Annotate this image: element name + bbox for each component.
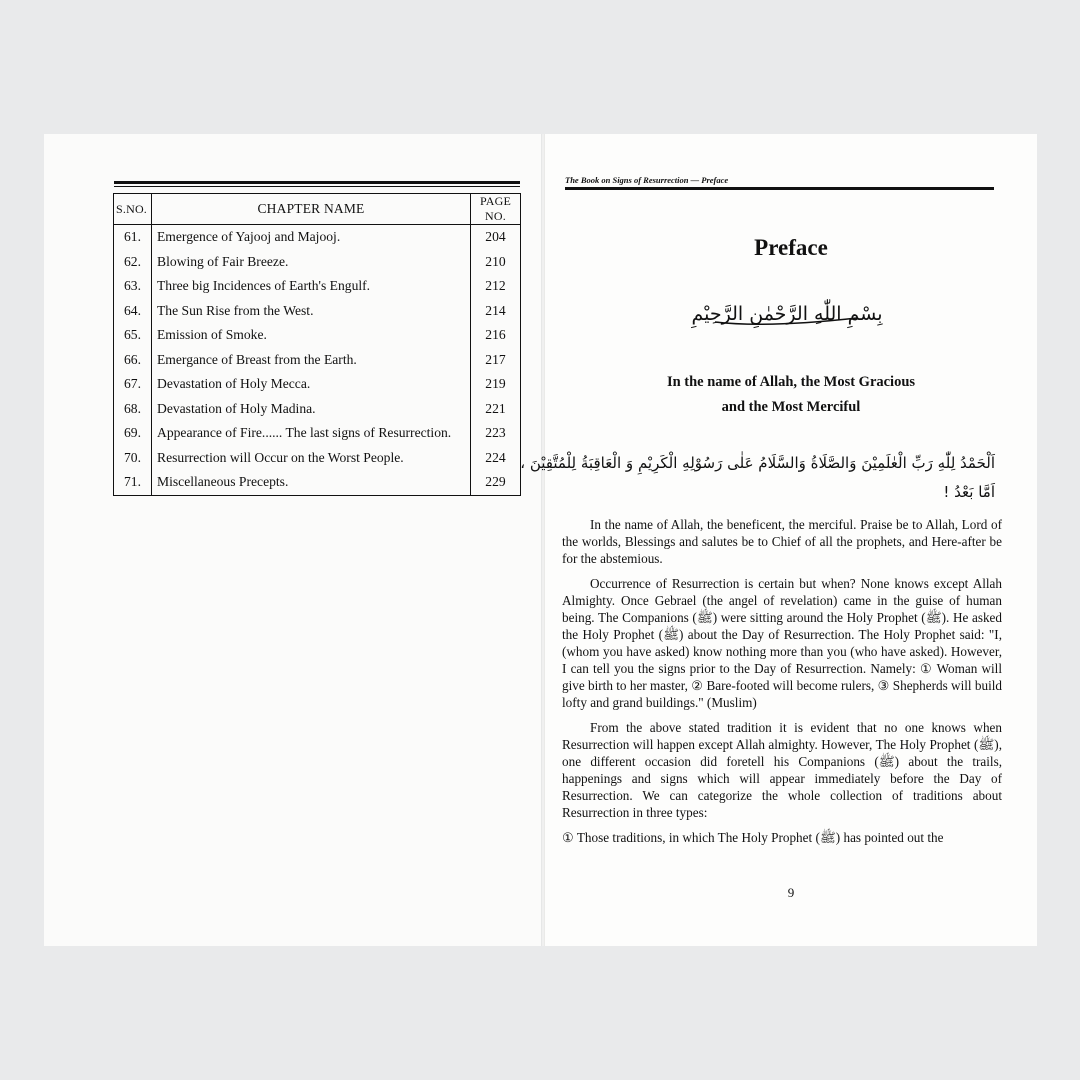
- toc-row: [114, 446, 521, 471]
- bismillah-calligraphy-text: بِسْمِ اللّٰهِ الرَّحْمٰنِ الرَّحِيْمِ: [691, 303, 883, 325]
- bismillah-heading-line1: In the name of Allah, the Most Gracious: [666, 374, 916, 390]
- page-title: Preface: [754, 235, 828, 260]
- toc-row-title: Devastation of Holy Mecca.: [152, 372, 471, 397]
- toc-row-page: 229: [471, 470, 521, 495]
- toc-top-rule-thin: [114, 186, 520, 187]
- bismillah-heading-line2: and the Most Merciful: [721, 399, 861, 415]
- toc-row-title: Devastation of Holy Madina.: [152, 397, 471, 422]
- preface-paragraph: Occurrence of Resurrection is certain but when? None knows except Allah Almighty. Once Gebrael (the angel of revelation) came in the guise of human being. The Companions (ﷺ) were sitting around the Holy Prophet (ﷺ). He asked the Holy Prophet (ﷺ) about the Day of Resurrection. The Holy Prophet said: "I, (whom you have asked) know nothing more than you (who have asked). However, I can tell you the signs prior to the Day of Resurrection. Namely: ① Woman will give birth to her master, ② Bare-footed will become rulers, ③ Shepherds will build lofty and grand buildings." (Muslim): [562, 576, 1002, 710]
- toc-row: [114, 225, 521, 250]
- toc-row: [114, 323, 521, 348]
- right-page: [520, 134, 1037, 946]
- toc-row: [114, 274, 521, 299]
- toc-row: [114, 372, 521, 397]
- toc-header-row: [114, 194, 521, 225]
- toc-row-page: 219: [471, 372, 521, 397]
- toc-row-title: Miscellaneous Precepts.: [152, 470, 471, 495]
- toc-row-page: 210: [471, 250, 521, 275]
- toc-row-page: 221: [471, 397, 521, 422]
- toc-row-title: Appearance of Fire...... The last signs of Resurrection.: [152, 421, 471, 446]
- running-head: The Book on Signs of Resurrection — Preface: [565, 175, 729, 185]
- toc-row-number: 62.: [114, 250, 152, 275]
- toc-header-sno: S.NO.: [114, 194, 152, 225]
- toc-row-number: 70.: [114, 446, 152, 471]
- toc-header-page: PAGE NO.: [471, 194, 521, 225]
- toc-row: [114, 250, 521, 275]
- preface-body: [562, 516, 1002, 854]
- toc-row-number: 63.: [114, 274, 152, 299]
- toc-header-chapter: CHAPTER NAME: [152, 194, 471, 225]
- toc-row-number: 69.: [114, 421, 152, 446]
- preface-paragraph: From the above stated tradition it is evident that no one knows when Resurrection will happen except Allah almighty. However, The Holy Prophet (ﷺ), one different occasion did foretell his Companions (ﷺ) about the trails, happenings and signs which will appear immediately before the Day of Resurrection. We can categorize the whole collection of traditions about Resurrection in three types:: [562, 720, 1003, 820]
- toc-row-number: 68.: [114, 397, 152, 422]
- toc-row-page: 212: [471, 274, 521, 299]
- toc-row-number: 71.: [114, 470, 152, 495]
- toc-row-page: 217: [471, 348, 521, 373]
- bismillah-calligraphy: [691, 292, 883, 334]
- toc-row-page: 216: [471, 323, 521, 348]
- toc-row: [114, 421, 521, 446]
- toc-row-title: Emission of Smoke.: [152, 323, 471, 348]
- arabic-amma-baad: اَمَّا بَعْدُ !: [943, 483, 995, 501]
- toc-row-number: 65.: [114, 323, 152, 348]
- toc-row-page: 224: [471, 446, 521, 471]
- toc-top-rule: [114, 181, 520, 184]
- preface-paragraph: In the name of Allah, the beneficent, the merciful. Praise be to Allah, Lord of the worlds, Blessings and salutes be to Chief of all the prophets, and Here-after be for the abstemious.: [562, 517, 1002, 566]
- toc-row: [114, 348, 521, 373]
- toc-row-title: The Sun Rise from the West.: [152, 299, 471, 324]
- toc-row: [114, 299, 521, 324]
- preface-list-item: ① Those traditions, in which The Holy Prophet (ﷺ) has pointed out the: [562, 830, 944, 845]
- toc-row-title: Resurrection will Occur on the Worst People.: [152, 446, 471, 471]
- toc-row-number: 66.: [114, 348, 152, 373]
- page-number: 9: [787, 885, 795, 900]
- toc-row-number: 67.: [114, 372, 152, 397]
- toc-row-number: 61.: [114, 225, 152, 250]
- running-head-rule: [565, 187, 994, 190]
- toc-table: [113, 193, 521, 496]
- toc-row-page: 214: [471, 299, 521, 324]
- bismillah-heading: [545, 370, 1037, 420]
- book-spread: [44, 134, 1037, 946]
- toc-row-title: Emergance of Breast from the Earth.: [152, 348, 471, 373]
- toc-row: [114, 470, 521, 495]
- left-page: [44, 134, 542, 946]
- toc-row-number: 64.: [114, 299, 152, 324]
- toc-row-page: 223: [471, 421, 521, 446]
- toc-row-page: 204: [471, 225, 521, 250]
- toc-row: [114, 397, 521, 422]
- toc-row-title: Emergence of Yajooj and Majooj.: [152, 225, 471, 250]
- arabic-praise-line: اَلْحَمْدُ لِلّٰهِ رَبِّ الْعٰلَمِيْنَ وَالصَّلَاةُ وَالسَّلَامُ عَلٰى رَسُوْلِهِ الْكَرِيْمِ وَ الْعَاقِبَةُ لِلْمُتَّقِيْنَ ،: [520, 454, 995, 472]
- toc-row-title: Three big Incidences of Earth's Engulf.: [152, 274, 471, 299]
- toc-row-title: Blowing of Fair Breeze.: [152, 250, 471, 275]
